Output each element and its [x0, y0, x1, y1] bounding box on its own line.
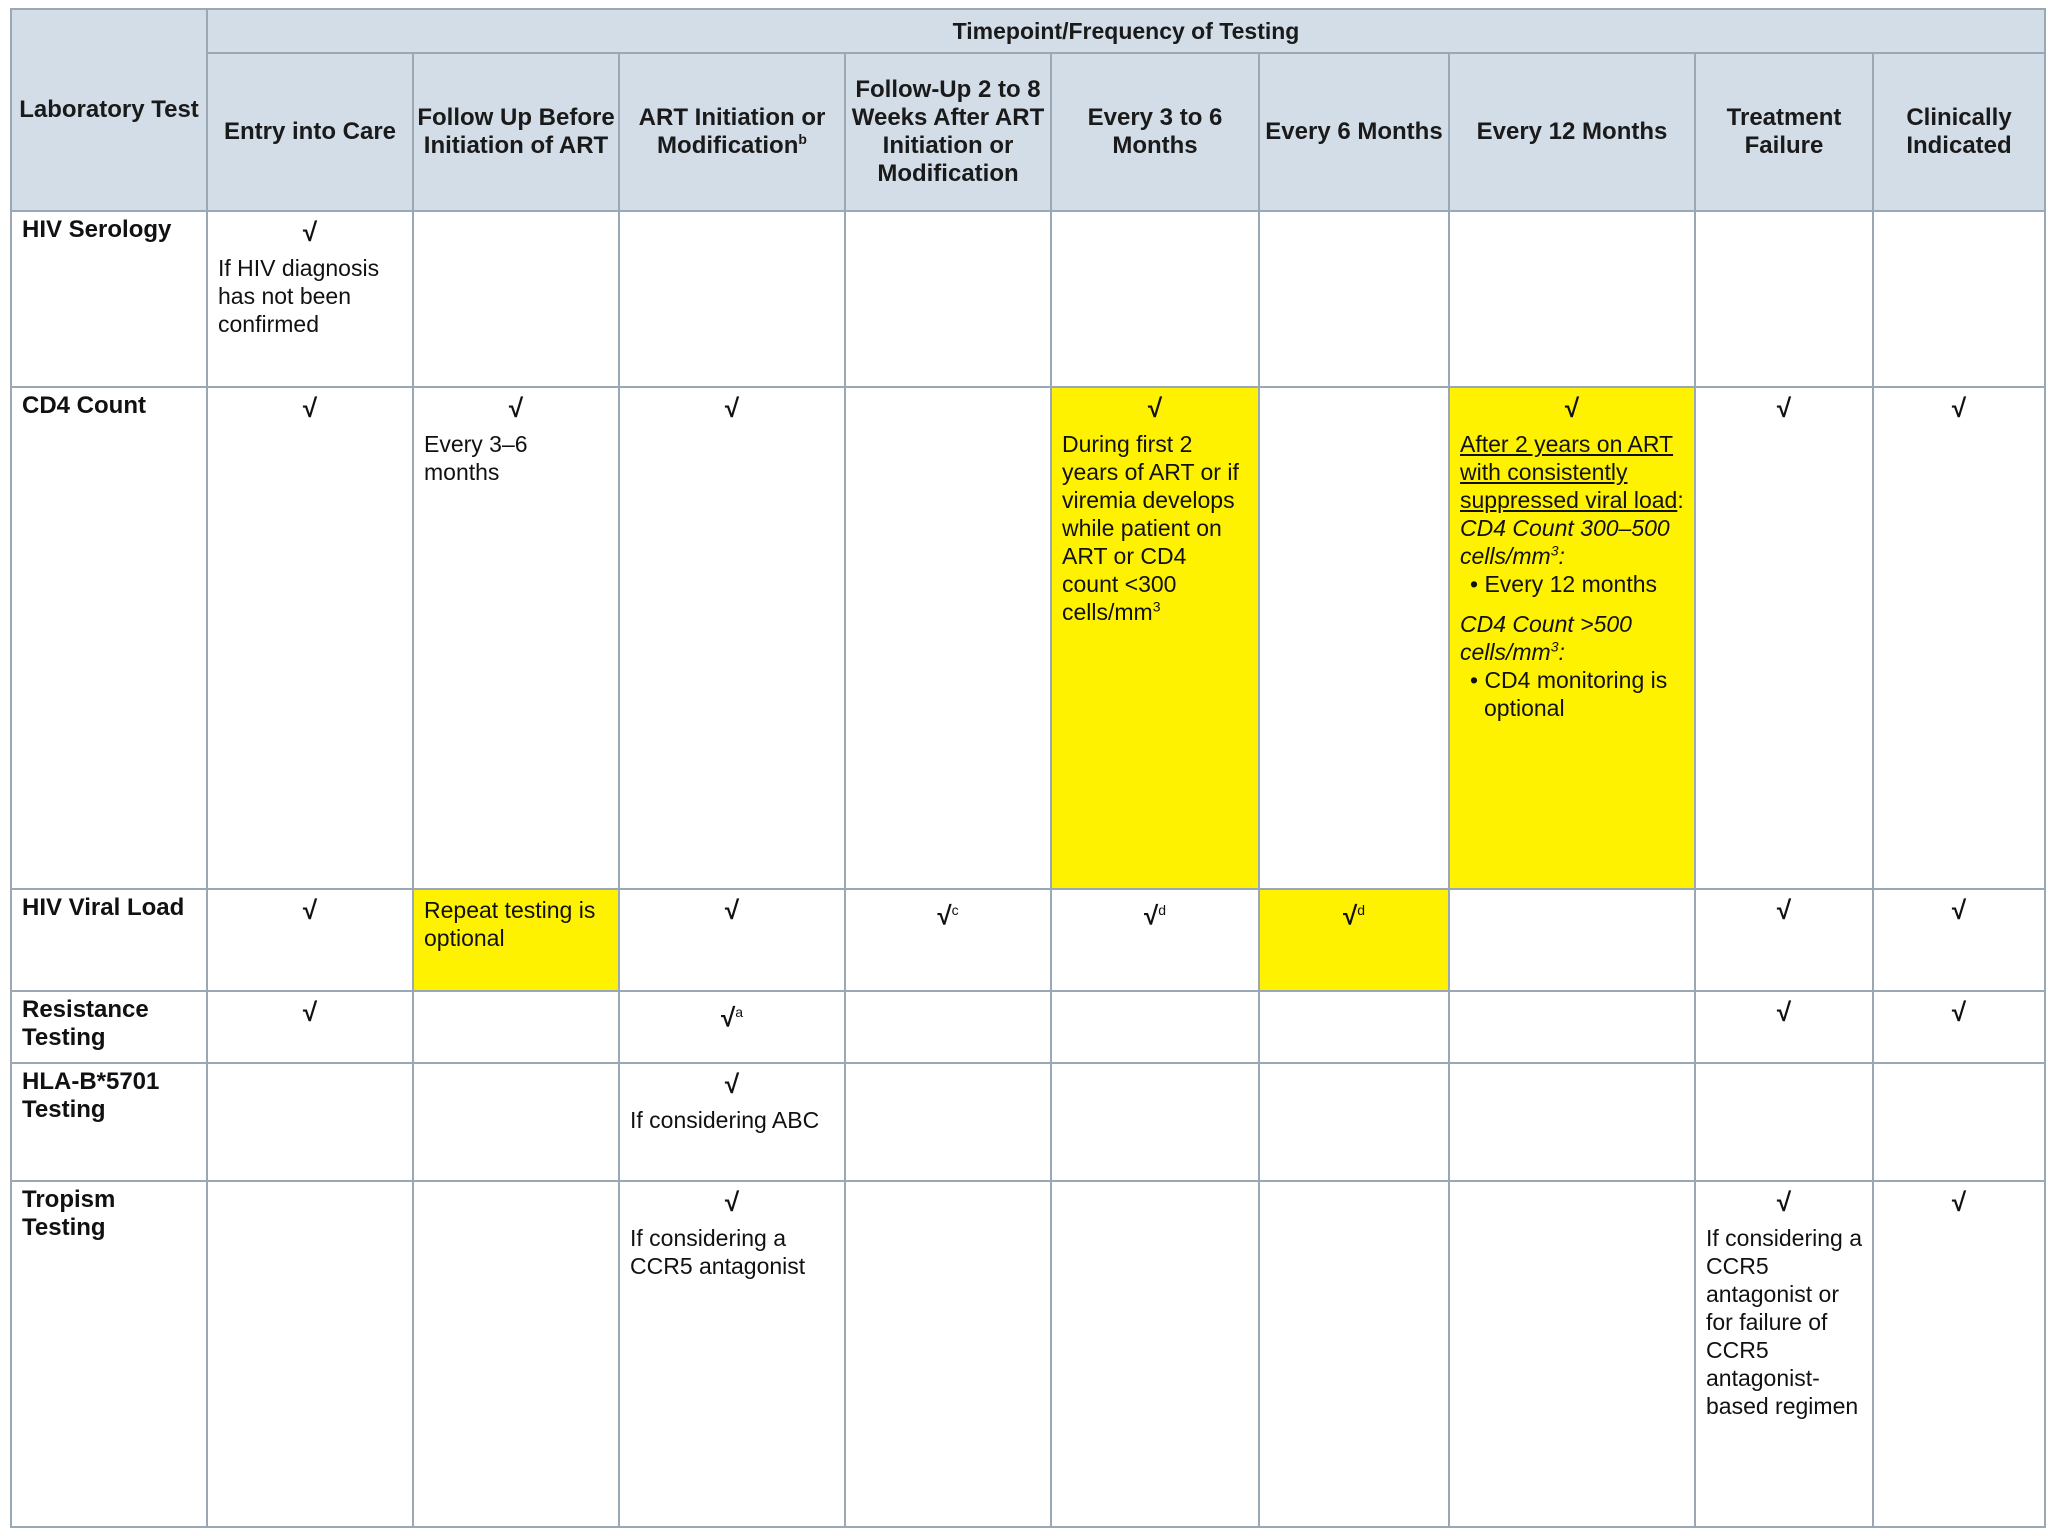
header-every-6-months: Every 6 Months [1259, 53, 1449, 211]
empty-cell [1449, 211, 1695, 387]
check-mark [1052, 890, 1258, 930]
header-art-initiation-text: ART Initiation or Modification [638, 104, 826, 159]
check-mark: √ [724, 1187, 740, 1217]
check-glyph: √ [1342, 900, 1358, 931]
check-mark: √ [1564, 393, 1580, 423]
cell-cd4-followup [413, 387, 619, 889]
empty-cell [413, 1181, 619, 1527]
empty-cell [1051, 211, 1259, 387]
cell-viral-clinically [1873, 889, 2045, 991]
cell-note: Every 3–6 months [424, 431, 528, 485]
header-laboratory-test: Laboratory Test [11, 9, 207, 211]
cell-cd4-every-3-6-highlight [1051, 387, 1259, 889]
check-mark: √ [724, 1069, 740, 1099]
cell-viral-followup2 [845, 889, 1051, 991]
empty-cell [845, 1181, 1051, 1527]
check-mark: √ [1951, 393, 1967, 423]
cell-viral-entry [207, 889, 413, 991]
footnote-b: b [798, 131, 807, 147]
cell-resistance-entry [207, 991, 413, 1063]
check-glyph: √ [720, 1002, 736, 1033]
check-mark: √ [1776, 1187, 1792, 1217]
check-mark: √ [724, 895, 740, 925]
row-hiv-viral-load [11, 889, 2045, 991]
cell-cd4-art-init [619, 387, 845, 889]
row-resistance-testing [11, 991, 2045, 1063]
header-row-top [11, 9, 2045, 53]
colon: : [1558, 639, 1565, 665]
empty-cell [1449, 1181, 1695, 1527]
row-label-hiv-viral-load: HIV Viral Load [11, 889, 207, 991]
superscript: 3 [1550, 638, 1559, 655]
underlined-condition: After 2 years on ART with consistently suppressed viral load [1460, 431, 1678, 513]
check-mark [1260, 890, 1448, 930]
cell-serology-entry [207, 211, 413, 387]
empty-cell [1259, 387, 1449, 889]
cell-cd4-clinically [1873, 387, 2045, 889]
check-mark: √ [302, 997, 318, 1027]
check-mark: √ [1951, 997, 1967, 1027]
header-art-initiation [619, 53, 845, 211]
header-follow-up-before-art: Follow Up Before Initiation of ART [413, 53, 619, 211]
lab-testing-table [10, 8, 2046, 1528]
check-glyph: √ [1143, 900, 1159, 931]
superscript: d [1158, 902, 1167, 918]
empty-cell [413, 1063, 619, 1181]
check-mark [846, 890, 1050, 930]
empty-cell [1259, 1181, 1449, 1527]
cell-viral-followup-highlight [413, 889, 619, 991]
bullet-item: • CD4 monitoring is optional [1470, 667, 1668, 721]
empty-cell [1873, 211, 2045, 387]
cell-note: Repeat testing is optional [424, 897, 596, 951]
row-label-hla-b5701: HLA-B*5701 Testing [11, 1063, 207, 1181]
empty-cell [845, 211, 1051, 387]
empty-cell [1449, 1063, 1695, 1181]
empty-cell [1449, 889, 1695, 991]
empty-cell [619, 211, 845, 387]
note-text: During first 2 years of ART or if viremia develops while patient on ART or CD4 count <300 cells/mm [1062, 431, 1239, 625]
empty-cell [845, 1063, 1051, 1181]
empty-cell [207, 1181, 413, 1527]
empty-cell [1051, 1063, 1259, 1181]
cell-viral-every-6-highlight [1259, 889, 1449, 991]
header-clinically-indicated: Clinically Indicated [1873, 53, 2045, 211]
header-timepoint-group: Timepoint/Frequency of Testing [207, 9, 2045, 53]
header-entry-into-care: Entry into Care [207, 53, 413, 211]
cell-viral-art-init [619, 889, 845, 991]
header-follow-up-2-8-weeks: Follow-Up 2 to 8 Weeks After ART Initiation or Modification [845, 53, 1051, 211]
check-mark [620, 992, 844, 1032]
spacer [1460, 598, 1684, 610]
row-label-resistance-testing: Resistance Testing [11, 991, 207, 1063]
check-mark: √ [302, 393, 318, 423]
check-mark: √ [1776, 393, 1792, 423]
cell-note [1450, 422, 1694, 726]
cell-tropism-treatment-failure [1695, 1181, 1873, 1527]
empty-cell [413, 991, 619, 1063]
superscript: 3 [1550, 542, 1559, 559]
check-mark: √ [1951, 1187, 1967, 1217]
header-treatment-failure: Treatment Failure [1695, 53, 1873, 211]
empty-cell [1259, 1063, 1449, 1181]
empty-cell [207, 1063, 413, 1181]
italic-condition-2 [1460, 610, 1684, 666]
cell-note: If considering ABC [630, 1107, 820, 1133]
row-label-tropism-testing: Tropism Testing [11, 1181, 207, 1527]
empty-cell [1259, 991, 1449, 1063]
check-glyph: √ [937, 900, 952, 931]
italic-text: CD4 Count 300–500 cells/mm [1460, 515, 1670, 569]
header-every-12-months: Every 12 Months [1449, 53, 1695, 211]
italic-text: CD4 Count >500 cells/mm [1460, 611, 1632, 665]
cell-hla-art-init [619, 1063, 845, 1181]
check-mark: √ [1147, 393, 1163, 423]
cell-resistance-art-init [619, 991, 845, 1063]
cell-note [1052, 422, 1258, 630]
check-mark: √ [1776, 997, 1792, 1027]
bullet-item: • Every 12 months [1470, 571, 1658, 597]
empty-cell [1873, 1063, 2045, 1181]
cell-cd4-entry [207, 387, 413, 889]
row-tropism-testing [11, 1181, 2045, 1527]
empty-cell [1051, 991, 1259, 1063]
cell-tropism-art-init [619, 1181, 845, 1527]
check-mark: √ [1776, 895, 1792, 925]
cell-tropism-clinically [1873, 1181, 2045, 1527]
check-mark: √ [302, 217, 318, 247]
check-mark: √ [724, 393, 740, 423]
cell-note: If considering a CCR5 antagonist [630, 1225, 806, 1279]
cell-cd4-treatment-failure [1695, 387, 1873, 889]
italic-condition-1 [1460, 514, 1684, 570]
header-row-columns [11, 53, 2045, 211]
row-cd4-count [11, 387, 2045, 889]
check-mark: √ [1951, 895, 1967, 925]
superscript: d [1357, 902, 1366, 918]
empty-cell [1259, 211, 1449, 387]
header-every-3-6-months: Every 3 to 6 Months [1051, 53, 1259, 211]
colon: : [1558, 543, 1565, 569]
empty-cell [1051, 1181, 1259, 1527]
check-mark: √ [302, 895, 318, 925]
empty-cell [1695, 1063, 1873, 1181]
empty-cell [845, 991, 1051, 1063]
cell-note: If HIV diagnosis has not been confirmed [218, 255, 380, 337]
cell-cd4-every-12-highlight [1449, 387, 1695, 889]
cell-note: If considering a CCR5 antagonist or for failure of CCR5 antagonist-based regimen [1706, 1225, 1862, 1419]
cell-resistance-treatment-failure [1695, 991, 1873, 1063]
cell-viral-every-3-6 [1051, 889, 1259, 991]
empty-cell [1695, 211, 1873, 387]
superscript: 3 [1152, 598, 1161, 615]
row-hla-b5701-testing [11, 1063, 2045, 1181]
superscript: c [951, 902, 959, 918]
row-label-hiv-serology: HIV Serology [11, 211, 207, 387]
empty-cell [845, 387, 1051, 889]
empty-cell [413, 211, 619, 387]
cell-viral-treatment-failure [1695, 889, 1873, 991]
cell-resistance-clinically [1873, 991, 2045, 1063]
superscript: a [735, 1004, 744, 1020]
check-mark: √ [508, 393, 524, 423]
row-label-cd4-count: CD4 Count [11, 387, 207, 889]
empty-cell [1449, 991, 1695, 1063]
row-hiv-serology [11, 211, 2045, 387]
colon: : [1677, 487, 1684, 513]
